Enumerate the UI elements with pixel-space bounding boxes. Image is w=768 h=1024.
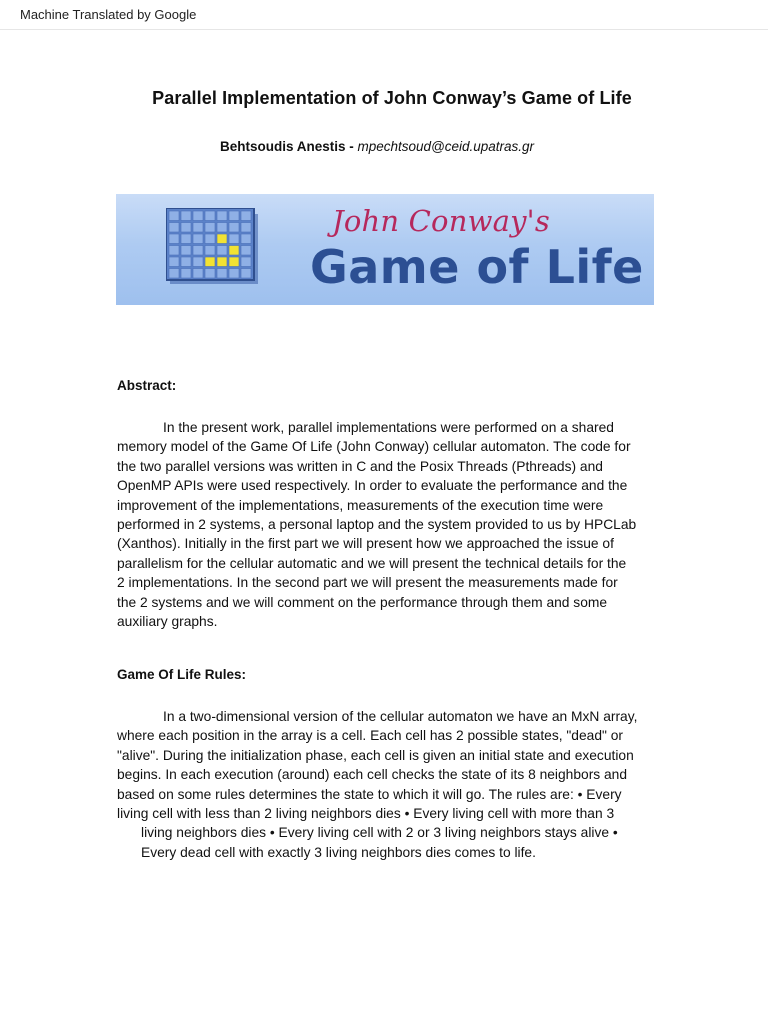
dead-cell — [193, 269, 203, 279]
dead-cell — [229, 234, 239, 244]
machine-translation-label: Machine Translated by Google — [20, 7, 197, 22]
game-of-life-logo-banner — [116, 194, 654, 305]
dead-cell — [217, 246, 227, 256]
dead-cell — [169, 223, 179, 233]
abstract-line: the 2 systems and we will comment on the performance through them and some — [117, 594, 608, 610]
dead-cell — [205, 234, 215, 244]
dead-cell — [205, 246, 215, 256]
rules-line: In a two-dimensional version of the cellular automaton we have an MxN array, — [163, 709, 638, 724]
live-cell — [229, 246, 239, 256]
abstract-paragraph — [117, 418, 645, 631]
dead-cell — [169, 246, 179, 256]
rules-line: living neighbors dies • Every living cell with 2 or 3 living neighbors stays alive • — [141, 825, 618, 841]
live-cell — [229, 257, 239, 267]
abstract-line: (Xanthos). Initially in the first part we will present how we approached the issue of — [117, 536, 614, 552]
live-cell — [217, 234, 227, 244]
logo-subtitle: John Conway's — [332, 204, 550, 238]
dead-cell — [193, 257, 203, 267]
dead-cell — [181, 269, 191, 279]
dead-cell — [241, 246, 251, 256]
author-email: mpechtsoud@ceid.upatras.gr — [357, 139, 535, 154]
dead-cell — [241, 234, 251, 244]
rules-line: where each position in the array is a cell. Each cell has 2 possible states, "dead" or — [117, 728, 623, 744]
rules-line: "alive". During the initialization phase, each cell is given an initial state and execution — [117, 747, 634, 763]
grid-logo-icon — [166, 208, 261, 286]
dead-cell — [205, 223, 215, 233]
dead-cell — [241, 211, 251, 221]
abstract-line: In the present work, parallel implementations were performed on a shared — [163, 420, 614, 435]
dead-cell — [217, 223, 227, 233]
abstract-heading: Abstract: — [117, 378, 177, 393]
live-cell — [205, 257, 215, 267]
dead-cell — [229, 211, 239, 221]
rules-heading: Game Of Life Rules: — [117, 667, 247, 682]
logo-title: Game of Life — [310, 240, 644, 294]
abstract-line: memory model of the Game Of Life (John Conway) cellular automaton. The code for — [117, 439, 631, 455]
live-cell — [217, 257, 227, 267]
dead-cell — [229, 223, 239, 233]
dead-cell — [181, 246, 191, 256]
abstract-line: the two parallel versions was written in C and the Posix Threads (Pthreads) and — [117, 458, 603, 474]
dead-cell — [181, 234, 191, 244]
dead-cell — [241, 223, 251, 233]
dead-cell — [241, 257, 251, 267]
machine-translation-bar — [0, 0, 768, 30]
dead-cell — [169, 234, 179, 244]
dead-cell — [229, 269, 239, 279]
page-title: Parallel Implementation of John Conway’s Game of Life — [152, 88, 632, 108]
abstract-line: OpenMP APIs were used respectively. In order to evaluate the performance and the — [117, 478, 628, 494]
dead-cell — [217, 269, 227, 279]
rules-line: based on some rules determines the state to which it will go. The rules are: • Every — [117, 786, 622, 802]
dead-cell — [169, 257, 179, 267]
rules-paragraph — [117, 707, 645, 862]
abstract-line: auxiliary graphs. — [117, 614, 218, 630]
abstract-line: 2 implementations. In the second part we will present the measurements made for — [117, 575, 618, 591]
abstract-line: performed in 2 systems, a personal laptop and the system provided to us by HPCLab — [117, 517, 637, 533]
author-name: Behtsoudis Anestis - — [219, 139, 358, 154]
dead-cell — [241, 269, 251, 279]
dead-cell — [217, 211, 227, 221]
dead-cell — [181, 223, 191, 233]
rules-line: living cell with less than 2 living neighbors dies • Every living cell with more than 3 — [117, 806, 615, 822]
abstract-line: improvement of the implementations, measurements of the execution time were — [117, 497, 604, 513]
author-line — [0, 139, 754, 154]
dead-cell — [169, 211, 179, 221]
dead-cell — [181, 257, 191, 267]
dead-cell — [193, 246, 203, 256]
rules-line: Every dead cell with exactly 3 living neighbors dies comes to life. — [141, 844, 536, 860]
dead-cell — [193, 223, 203, 233]
dead-cell — [205, 211, 215, 221]
dead-cell — [205, 269, 215, 279]
abstract-line: parallelism for the cellular automatic and we will present the technical details for the — [117, 555, 627, 571]
dead-cell — [193, 211, 203, 221]
rules-line: begins. In each execution (around) each cell checks the state of its 8 neighbors and — [117, 767, 628, 783]
dead-cell — [169, 269, 179, 279]
dead-cell — [181, 211, 191, 221]
dead-cell — [193, 234, 203, 244]
